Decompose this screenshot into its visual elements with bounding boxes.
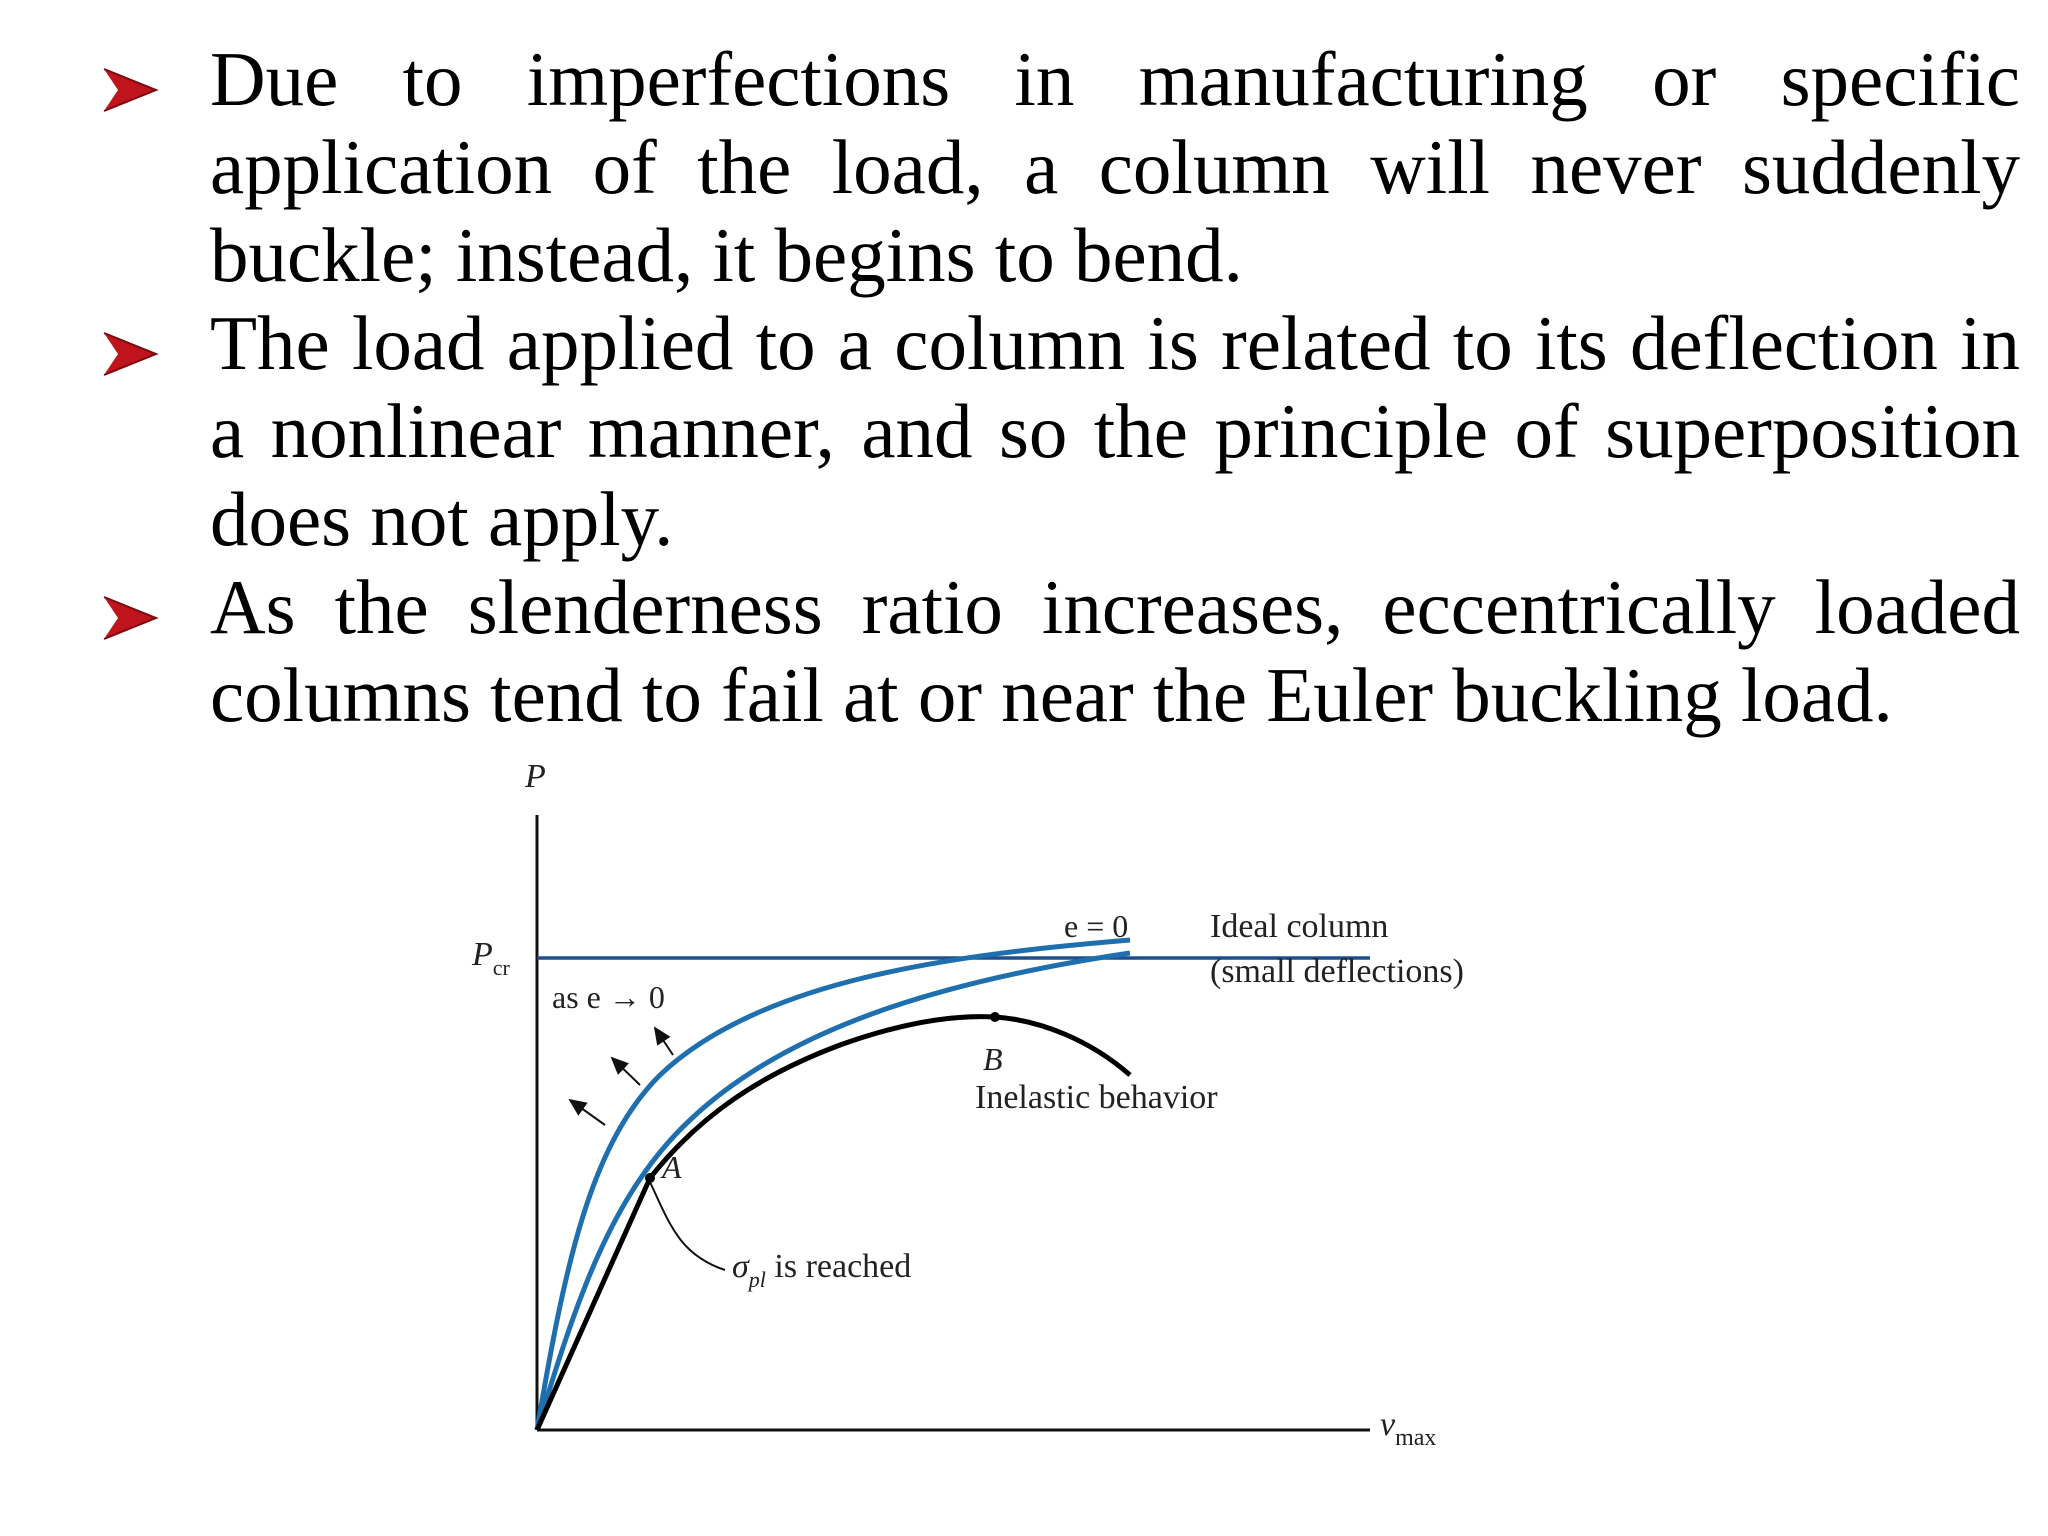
point-a-marker [645, 1173, 655, 1183]
bullet-text: As the slenderness ratio increases, eccentrically loaded columns tend to fail at or near the Euler buckling load. [210, 564, 2020, 738]
x-axis-label: $v_{max}$ [1380, 1406, 1437, 1451]
e-zero-label: e = 0 [1064, 908, 1129, 944]
direction-arrow [655, 1028, 673, 1055]
load-deflection-diagram [430, 745, 1610, 1475]
load-deflection-figure [430, 745, 1610, 1475]
sigma-leader-line [650, 1182, 725, 1270]
y-axis-label: P [525, 758, 546, 795]
arrow-bullet-icon [100, 593, 160, 643]
point-b-marker [990, 1012, 1000, 1022]
bullet-item [100, 35, 2020, 299]
bullet-item [100, 299, 2020, 563]
arrow-bullet-icon [100, 329, 160, 379]
ideal-column-label: Ideal column [1210, 908, 1389, 945]
bullet-list [100, 35, 2020, 739]
inelastic-behavior-label: Inelastic behavior [975, 1079, 1218, 1116]
direction-arrow [612, 1058, 640, 1085]
bullet-text: The load applied to a column is related to its deflection in a nonlinear manner, and so the principle of superposition does not apply. [210, 300, 2020, 562]
sigma-pl-label: $\sigma_{pl}$ is reached [732, 1248, 912, 1292]
point-a-label: A [662, 1149, 682, 1185]
arrow-bullet-icon [100, 65, 160, 115]
point-b-label: B [983, 1041, 1003, 1077]
bullet-text: Due to imperfections in manufacturing or specific application of the load, a column will never suddenly buckle; instead, it begins to bend. [210, 36, 2020, 298]
bullet-item [100, 563, 2020, 739]
as-e-to-zero-label: as e → 0 [552, 979, 665, 1015]
small-deflections-label: (small deflections) [1210, 953, 1464, 990]
direction-arrow [570, 1100, 605, 1125]
p-cr-label: $P_{cr}$ [472, 936, 510, 980]
